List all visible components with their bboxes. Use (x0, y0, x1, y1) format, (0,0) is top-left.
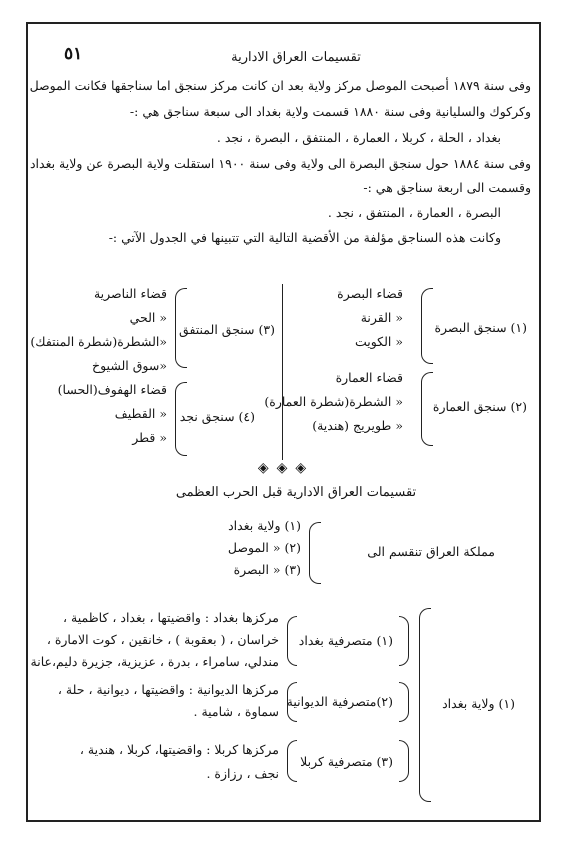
brace-najd (175, 382, 187, 456)
wilaya-item-1: (١) ولاية بغداد (228, 518, 301, 533)
brace-wilaya-baghdad (419, 608, 431, 802)
paragraph-3: وكانت هذه السناجق مؤلفة من الأقضية التالية التي تتبينها في الجدول الآتي :- (108, 230, 501, 245)
sanjak-list-1: بغداد ، الحلة ، كربلا ، العمارة ، المنتفق ، البصرة ، نجد . (216, 130, 501, 145)
mutasarrifiya-karbala-label: (٣) متصرفية كربلا (300, 754, 393, 769)
muntafiq-item-4: «سوق الشيوخ (92, 358, 167, 373)
brace-basra (421, 288, 433, 364)
table1-divider (282, 284, 283, 460)
brace-row-2-right (399, 682, 409, 722)
brace-row-1-left (287, 616, 297, 666)
diwaniya-line-2: سماوة ، شامية . (193, 704, 279, 719)
basra-item-2: « القرنة (360, 310, 403, 325)
page-number: ٥١ (64, 44, 83, 64)
baghdad-line-2: خراسان ، ( بعقوبة ) ، خانقين ، كوت الامارة ، (46, 632, 279, 647)
sanjak-najd-label: (٤) سنجق نجد (179, 409, 255, 424)
diwaniya-line-1: مركزها الديوانية : واقضيتها ، ديوانية ، حلة ، (57, 682, 279, 697)
sanjak-list-2: البصرة ، العمارة ، المنتفق ، نجد . (327, 205, 501, 220)
wilaya-baghdad-label: (١) ولاية بغداد (442, 696, 515, 711)
brace-amara (421, 372, 433, 446)
amara-item-2: « الشطرة(شطرة العمارة) (264, 394, 403, 409)
paragraph-2-line-1: وفى سنة ١٨٨٤ حول سنجق البصرة الى ولاية وفى سنة ١٩٠٠ استقلت ولاية البصرة عن ولاية بغداد (29, 156, 531, 171)
ornament-divider: ◈◈◈ (257, 460, 315, 476)
mutasarrifiya-diwaniya-label: (٢)متصرفية الديوانية (286, 694, 393, 709)
baghdad-line-3: مندلي، سامراء ، بدرة ، عزيزية، جزيرة دليم،عانة (30, 654, 279, 669)
muntafiq-item-1: قضاء الناصرية (93, 286, 167, 301)
section-2-title: تقسيمات العراق الادارية قبل الحرب العظمى (175, 485, 417, 500)
baghdad-line-1: مركزها بغداد : واقضيتها ، بغداد ، كاظمية ، (62, 610, 279, 625)
page-body (29, 32, 531, 812)
muntafiq-item-2: « الحي (129, 310, 167, 325)
amara-item-1: قضاء العمارة (335, 370, 403, 385)
karbala-line-2: نجف ، رزازة . (206, 766, 279, 781)
page-frame (26, 22, 541, 822)
paragraph-1-line-2: وكركوك والسليانية وفى سنة ١٨٨٠ قسمت ولاية بغداد الى سبعة سناجق هي :- (129, 104, 531, 119)
brace-kingdom (309, 522, 321, 584)
brace-row-2-left (287, 682, 297, 722)
najd-item-2: « القطيف (114, 406, 167, 421)
karbala-line-1: مركزها كربلا : واقضيتها، كربلا ، هندية ، (79, 742, 279, 757)
wilaya-item-3: (٣) « البصرة (233, 562, 301, 577)
paragraph-1-line-1: وفى سنة ١٨٧٩ أصبحت الموصل مركز ولاية بعد ان كانت مركز سنجق اما سناجقها فكانت الموصل (29, 78, 531, 93)
running-head: تقسيمات العراق الادارية (231, 50, 361, 65)
kingdom-label: مملكة العراق تنقسم الى (367, 544, 495, 559)
sanjak-muntafiq-label: (٣) سنجق المنتفق (179, 322, 275, 337)
brace-muntafiq (175, 288, 187, 368)
mutasarrifiya-baghdad-label: (١) متصرفية بغداد (298, 633, 393, 648)
muntafiq-item-3: «الشطرة(شطرة المنتفك) (30, 334, 167, 349)
brace-row-1-right (399, 616, 409, 666)
brace-row-3-right (399, 740, 409, 782)
amara-item-3: « طويريج (هندية) (312, 418, 403, 433)
sanjak-basra-label: (١) سنجق البصرة (434, 320, 527, 335)
basra-item-1: قضاء البصرة (337, 286, 403, 301)
najd-item-1: قضاء الهفوف(الحسا) (57, 382, 167, 397)
sanjak-amara-label: (٢) سنجق العمارة (432, 399, 527, 414)
paragraph-2-line-2: وقسمت الى اربعة سناجق هي :- (363, 180, 531, 195)
basra-item-3: « الكويت (354, 334, 403, 349)
brace-row-3-left (287, 740, 297, 782)
wilaya-item-2: (٢) « الموصل (227, 540, 301, 555)
najd-item-3: « قطر (132, 430, 167, 445)
